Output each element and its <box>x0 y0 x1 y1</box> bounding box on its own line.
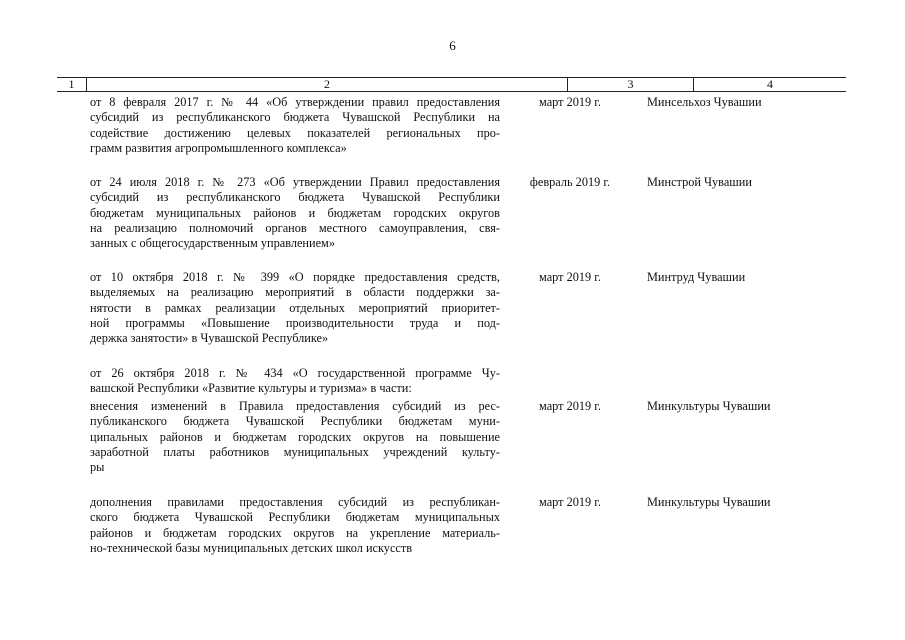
text-line: субсидий из республиканского бюджета Чувашской Республики на <box>90 110 500 125</box>
row-organization: Минтруд Чувашии <box>647 270 746 284</box>
text-line: но-технической базы муниципальных детских школ искусств <box>90 540 413 555</box>
text-line: заработной платы работников муниципальных учреждений культу- <box>90 444 500 459</box>
column-header-1: 1 <box>68 77 75 91</box>
page-number: 6 <box>449 38 456 53</box>
row-organization: Минкультуры Чувашии <box>647 495 771 509</box>
row-description <box>90 495 500 556</box>
text-line: публиканского бюджета Чувашской Республики бюджетам муни- <box>90 414 500 429</box>
row-description <box>90 399 500 475</box>
text-line: ной программы «Повышение производительности труда и под- <box>90 315 500 330</box>
row-date: март 2019 г. <box>539 95 601 109</box>
text-line: районов и бюджетам городских округов на укрепление материаль- <box>90 525 500 540</box>
column-header-2: 2 <box>86 78 567 91</box>
text-line: ципальных районов и бюджетам городских округов на повышение <box>90 429 500 444</box>
column-header-4: 4 <box>693 78 846 91</box>
row-date: март 2019 г. <box>539 270 601 284</box>
text-line: содействие достижению целевых показателей региональных про- <box>90 125 500 140</box>
row-description <box>90 270 500 346</box>
text-line: от 10 октября 2018 г. № 399 «О порядке предоставления средств, <box>90 270 500 284</box>
text-line: держка занятости» в Чувашской Республике» <box>90 331 329 346</box>
text-line: от 26 октября 2018 г. № 434 «О государственной программе Чу- <box>90 366 500 380</box>
text-line: на реализацию полномочий органов местного самоуправления, свя- <box>90 220 500 235</box>
row-description <box>90 366 500 397</box>
text-line: выделяемых на реализацию мероприятий в области поддержки за- <box>90 285 500 300</box>
text-line: ского бюджета Чувашской Республики бюджетам муниципальных <box>90 510 500 525</box>
row-description <box>90 95 500 156</box>
text-line: занных с общегосударственным управлением» <box>90 236 335 251</box>
table-header-row <box>57 77 846 92</box>
text-line: грамм развития агропромышленного комплекса» <box>90 140 347 155</box>
text-line: ры <box>90 460 105 475</box>
text-line: дополнения правилами предоставления субсидий из республикан- <box>90 495 500 509</box>
row-date: март 2019 г. <box>539 495 601 509</box>
row-description <box>90 175 500 251</box>
text-line: вашской Республики «Развитие культуры и туризма» в части: <box>90 381 412 396</box>
row-organization: Минстрой Чувашии <box>647 175 752 189</box>
text-line: внесения изменений в Правила предоставления субсидий из рес- <box>90 399 500 413</box>
row-date: февраль 2019 г. <box>529 175 611 189</box>
text-line: нятости в рамках реализации отдельных мероприятий приоритет- <box>90 300 500 315</box>
column-header-3: 3 <box>567 78 693 91</box>
row-organization: Минкультуры Чувашии <box>647 399 771 413</box>
text-line: субсидий из республиканского бюджета Чувашской Республики <box>90 190 500 205</box>
text-line: бюджетам муниципальных районов и бюджетам городских округов <box>90 205 500 220</box>
document-table <box>57 77 846 555</box>
row-date: март 2019 г. <box>539 399 601 413</box>
row-organization: Минсельхоз Чувашии <box>647 95 762 109</box>
text-line: от 24 июля 2018 г. № 273 «Об утверждении Правил предоставления <box>90 175 500 189</box>
text-line: от 8 февраля 2017 г. № 44 «Об утверждении правил предоставления <box>90 95 500 109</box>
